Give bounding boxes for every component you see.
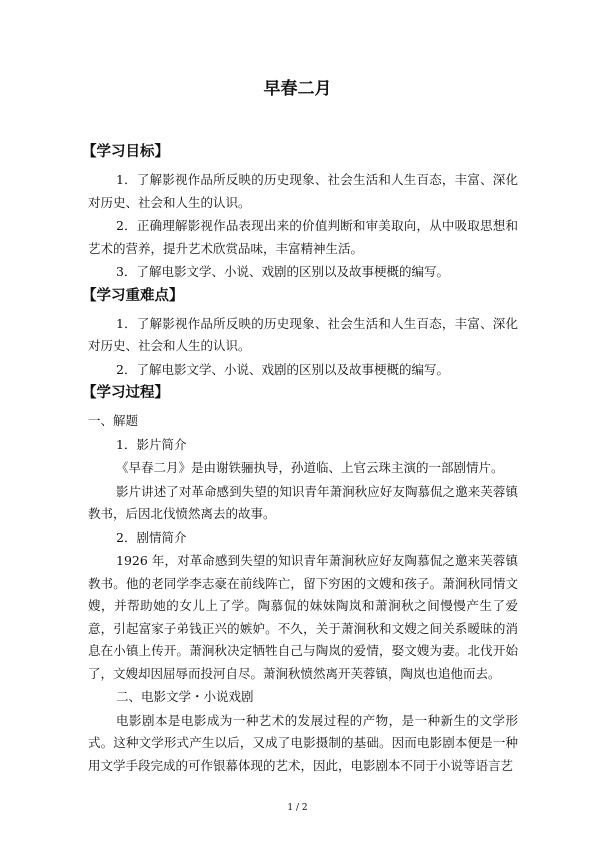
part2-title: 二、电影文学・小说戏剧 bbox=[116, 689, 254, 704]
page-number: 1 / 2 bbox=[287, 803, 308, 813]
goal-item: 1．了解影视作品所反映的历史现象、社会生活和人生百态，丰富、深化对历史、社会和人生的认识。 bbox=[88, 172, 518, 210]
page-title: 早春二月 bbox=[263, 79, 332, 99]
sub1-title: 1．影片简介 bbox=[116, 436, 187, 452]
sub2-paragraph: 1926 年，对革命感到失望的知识青年萧涧秋应好友陶慕侃之邀来芙蓉镇教书。他的老同学李志豪在前线阵亡，留下穷困的文嫂和孩子。萧涧秋同情文嫂，并帮助她的女儿上了学。陶慕侃的妹妹陶岚和萧涧秋之间慢慢产生了爱意，引起富家子弟钱正兴的嫉妒。不久，关于萧涧秋和文嫂之间关系暧昧的消息在小镇上传开。萧涧秋决定牺牲自己与陶岚的爱情，娶文嫂为妻。北伐开始了，文嫂却因屈辱而投河自尽。萧涧秋愤然离开芙蓉镇，陶岚也追他而去。 bbox=[88, 553, 518, 681]
key-point-item: 2．了解电影文学、小说、戏剧的区别以及故事梗概的编写。 bbox=[116, 361, 449, 377]
sub1-paragraph: 《早春二月》是由谢铁骊执导，孙道临、上官云珠主演的一部剧情片。 bbox=[116, 460, 504, 475]
process-heading: 【学习过程】 bbox=[82, 385, 169, 401]
document-body bbox=[82, 141, 518, 778]
key-point-item: 1．了解影视作品所反映的历史现象、社会生活和人生百态，丰富、深化对历史、社会和人生的认识。 bbox=[88, 315, 518, 353]
sub2-title: 2．剧情简介 bbox=[116, 529, 187, 545]
goals-heading: 【学习目标】 bbox=[82, 144, 169, 160]
part1-title: 一、解题 bbox=[88, 413, 139, 428]
sub1-paragraph: 影片讲述了对革命感到失望的知识青年萧涧秋应好友陶慕侃之邀来芙蓉镇教书，后因北伐愤然离去的故事。 bbox=[88, 483, 518, 521]
part2-paragraph: 电影剧本是电影成为一种艺术的发展过程的产物，是一种新生的文学形式。这种文学形式产生以后，又成了电影摄制的基础。因而电影剧本便是一种用文学手段完成的可作银幕体现的艺术，因此，电影剧本不同于小说等语言艺 bbox=[88, 712, 518, 773]
goal-item: 3．了解电影文学、小说、戏剧的区别以及故事梗概的编写。 bbox=[116, 264, 449, 279]
key-points-heading: 【学习重难点】 bbox=[82, 287, 184, 304]
goal-item: 2．正确理解影视作品表现出来的价值判断和审美取向，从中吸取思想和艺术的营养，提升艺术欣赏品味，丰富精神生活。 bbox=[88, 218, 518, 256]
